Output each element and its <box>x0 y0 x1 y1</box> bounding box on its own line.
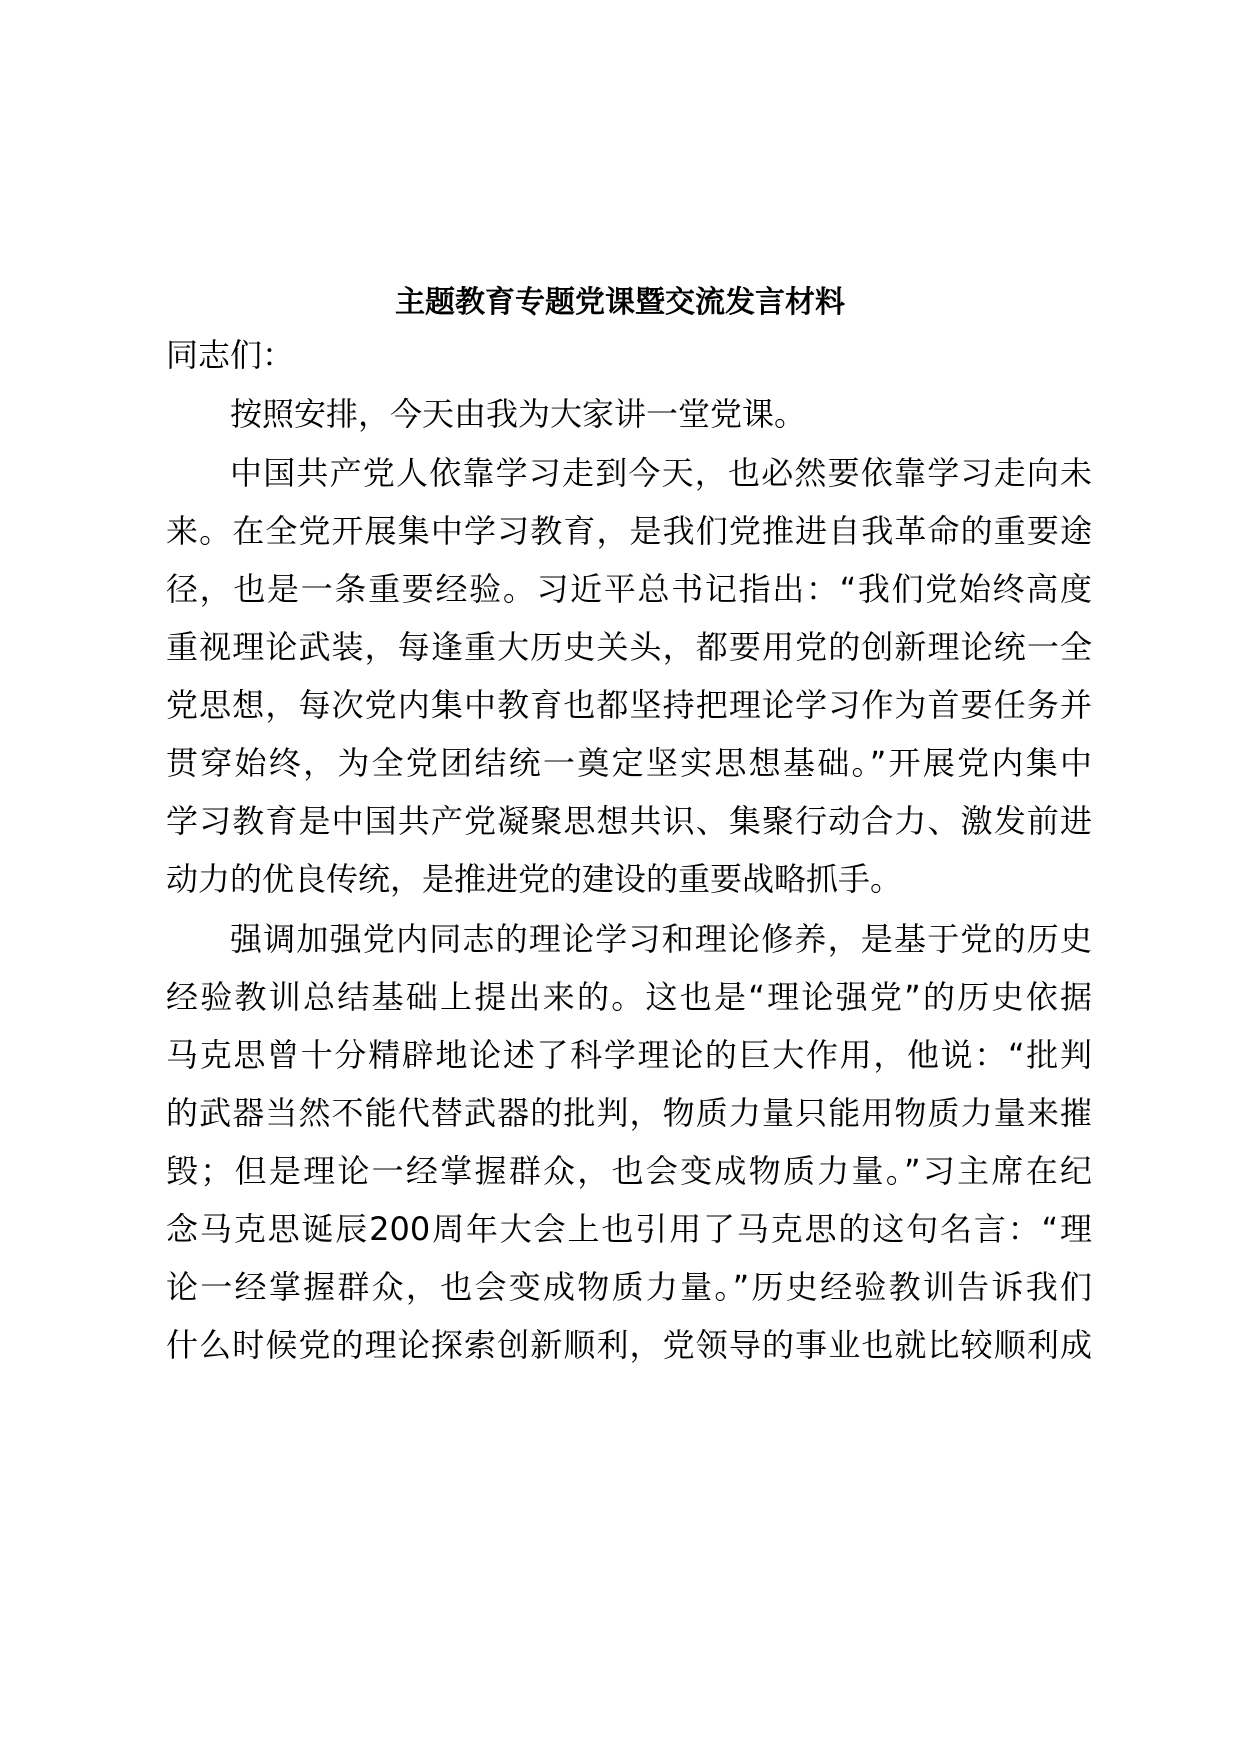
salutation-line: 同志们： <box>166 336 295 374</box>
paragraph-3-line-8: 什么时候党的理论探索创新顺利，党领导的事业也就比较顺利成 <box>166 1326 1092 1364</box>
paragraph-3-line-3: 马克思曾十分精辟地论述了科学理论的巨大作用，他说：“批判 <box>166 1036 1092 1074</box>
paragraph-3-line-7: 论一经掌握群众，也会变成物质力量。”历史经验教训告诉我们 <box>166 1268 1092 1306</box>
paragraph-3-line-6: 念马克思诞辰200周年大会上也引用了马克思的这句名言：“理 <box>166 1210 1092 1248</box>
paragraph-2-line-1: 中国共产党人依靠学习走到今天，也必然要依靠学习走向未 <box>230 454 1092 492</box>
paragraph-2-line-8: 动力的优良传统，是推进党的建设的重要战略抓手。 <box>166 860 903 898</box>
document-title: 主题教育专题党课暨交流发言材料 <box>395 285 845 320</box>
paragraph-2-line-5: 党思想，每次党内集中教育也都坚持把理论学习作为首要任务并 <box>166 686 1092 724</box>
paragraph-1-line-1: 按照安排，今天由我为大家讲一堂党课。 <box>230 395 807 433</box>
paragraph-2-line-3: 径，也是一条重要经验。习近平总书记指出：“我们党始终高度 <box>166 570 1092 608</box>
paragraph-2-line-2: 来。在全党开展集中学习教育，是我们党推进自我革命的重要途 <box>166 512 1092 550</box>
paragraph-2-line-7: 学习教育是中国共产党凝聚思想共识、集聚行动合力、激发前进 <box>166 802 1092 840</box>
paragraph-3-line-2: 经验教训总结基础上提出来的。这也是“理论强党”的历史依据 <box>166 978 1092 1016</box>
paragraph-3-line-5: 毁；但是理论一经掌握群众，也会变成物质力量。”习主席在纪 <box>166 1152 1092 1190</box>
paragraph-3-line-4: 的武器当然不能代替武器的批判，物质力量只能用物质力量来摧 <box>166 1094 1092 1132</box>
paragraph-2-line-4: 重视理论武装，每逢重大历史关头，都要用党的创新理论统一全 <box>166 628 1092 666</box>
paragraph-3-line-1: 强调加强党内同志的理论学习和理论修养，是基于党的历史 <box>230 920 1092 958</box>
paragraph-2-line-6: 贯穿始终，为全党团结统一奠定坚实思想基础。”开展党内集中 <box>166 744 1092 782</box>
